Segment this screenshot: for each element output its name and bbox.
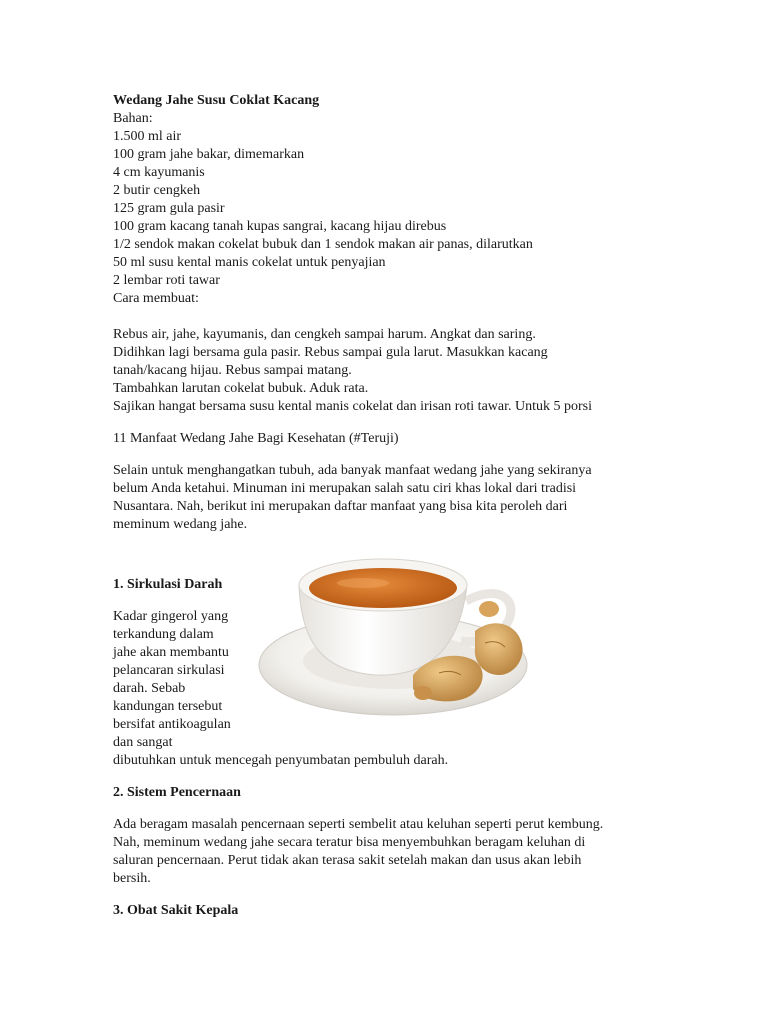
section-line: bersifat antikoagulan	[113, 717, 231, 732]
section-line: jahe akan membantu	[113, 645, 229, 660]
ingredients-label: Bahan:	[113, 111, 153, 126]
method-label: Cara membuat:	[113, 291, 199, 306]
ingredient-item: 4 cm kayumanis	[113, 165, 205, 180]
ingredients-list	[113, 128, 653, 290]
tea-cup-ginger-illustration	[253, 543, 533, 723]
ingredient-item: 1.500 ml air	[113, 129, 182, 144]
section-title: 2. Sistem Pencernaan	[113, 785, 241, 800]
ingredient-item: 50 ml susu kental manis cokelat untuk penyajian	[113, 255, 386, 270]
method-step: Sajikan hangat bersama susu kental manis cokelat dan irisan roti tawar. Untuk 5 porsi	[113, 399, 592, 414]
section-line: darah. Sebab	[113, 681, 186, 696]
section-line: pelancaran sirkulasi	[113, 663, 225, 678]
section-line: bersih.	[113, 871, 151, 886]
section-line: kandungan tersebut	[113, 699, 223, 714]
ingredient-item: 2 butir cengkeh	[113, 183, 201, 198]
section-line: Nah, meminum wedang jahe secara teratur bisa menyembuhkan beragam keluhan di	[113, 835, 586, 850]
recipe-title: Wedang Jahe Susu Coklat Kacang	[113, 93, 320, 108]
intro-line: meminum wedang jahe.	[113, 517, 248, 532]
section-sistem-pencernaan	[113, 816, 653, 888]
ingredient-item: 125 gram gula pasir	[113, 201, 225, 216]
ingredient-item: 1/2 sendok makan cokelat bubuk dan 1 sendok makan air panas, dilarutkan	[113, 237, 533, 252]
section-line: dan sangat	[113, 735, 173, 750]
section-sirkulasi-darah	[113, 576, 653, 770]
article-heading: 11 Manfaat Wedang Jahe Bagi Kesehatan (#Teruji)	[113, 431, 399, 446]
method-step: Rebus air, jahe, kayumanis, dan cengkeh sampai harum. Angkat dan saring.	[113, 327, 536, 342]
ingredient-item: 2 lembar roti tawar	[113, 273, 220, 288]
method-steps	[113, 326, 653, 416]
section-title: 1. Sirkulasi Darah	[113, 577, 223, 592]
tea-cup-image	[253, 543, 533, 723]
document-page	[113, 92, 653, 920]
article-intro	[113, 462, 653, 534]
section-line: dibutuhkan untuk mencegah penyumbatan pembuluh darah.	[113, 753, 449, 768]
section-line: terkandung dalam	[113, 627, 214, 642]
ingredient-item: 100 gram jahe bakar, dimemarkan	[113, 147, 305, 162]
method-step: Didihkan lagi bersama gula pasir. Rebus sampai gula larut. Masukkan kacang	[113, 345, 548, 360]
intro-line: Selain untuk menghangatkan tubuh, ada banyak manfaat wedang jahe yang sekiranya	[113, 463, 592, 478]
section-line: Ada beragam masalah pencernaan seperti sembelit atau keluhan seperti perut kembung.	[113, 817, 604, 832]
method-step: tanah/kacang hijau. Rebus sampai matang.	[113, 363, 352, 378]
intro-line: belum Anda ketahui. Minuman ini merupakan salah satu ciri khas lokal dari tradisi	[113, 481, 577, 496]
section-line: saluran pencernaan. Perut tidak akan terasa sakit setelah makan dan usus akan lebih	[113, 853, 582, 868]
ingredient-item: 100 gram kacang tanah kupas sangrai, kacang hijau direbus	[113, 219, 447, 234]
section-line: Kadar gingerol yang	[113, 609, 229, 624]
section-title: 3. Obat Sakit Kepala	[113, 903, 239, 918]
intro-line: Nusantara. Nah, berikut ini merupakan daftar manfaat yang bisa kita peroleh dari	[113, 499, 568, 514]
method-step: Tambahkan larutan cokelat bubuk. Aduk rata.	[113, 381, 369, 396]
